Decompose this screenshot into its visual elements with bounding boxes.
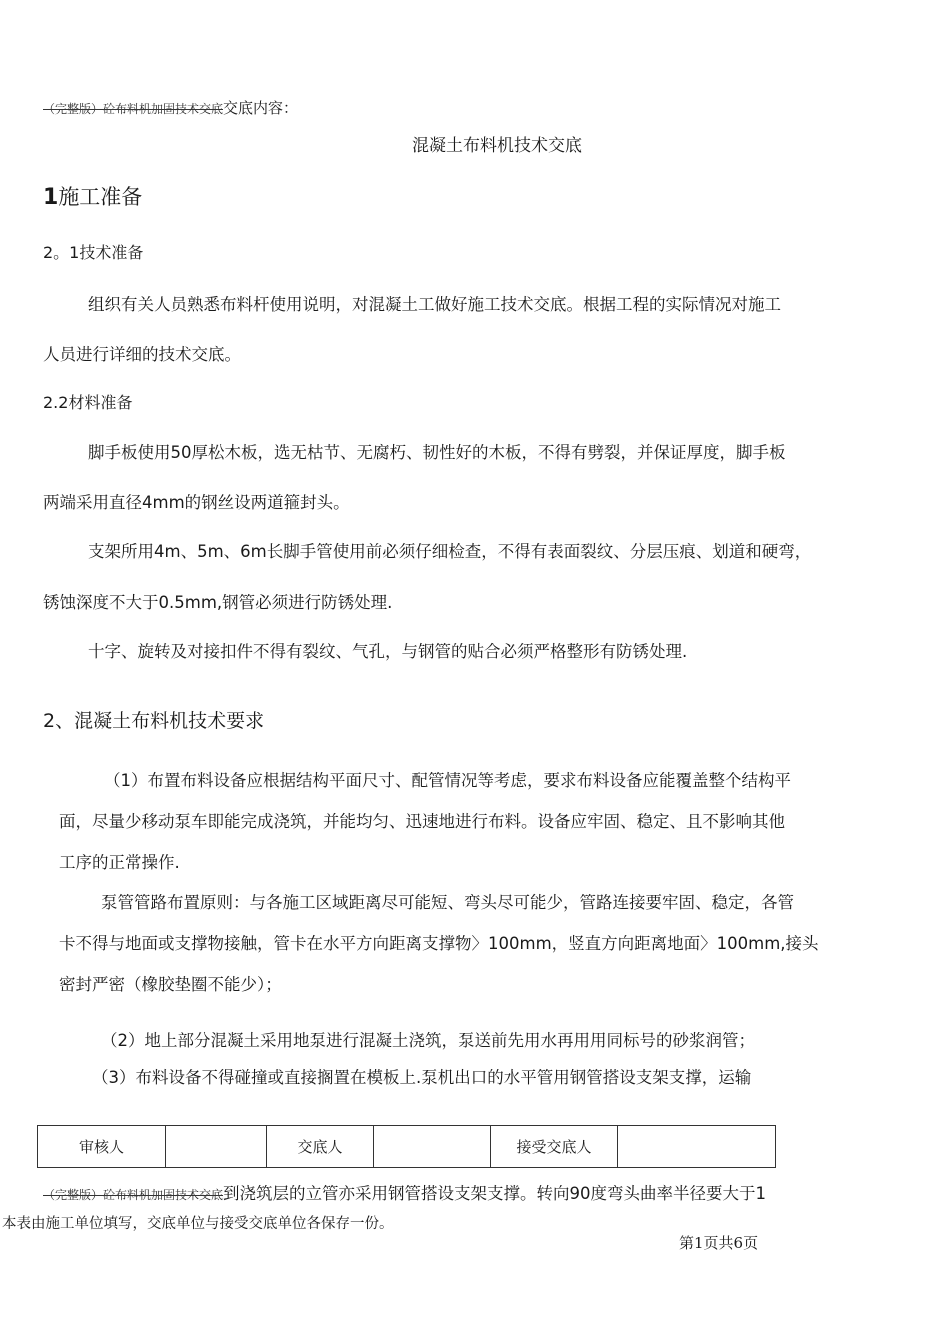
struck-doc-title-footer: （完整版）砼布料机加固技术交底 — [43, 1188, 224, 1202]
page-number: 第1页共6页 — [679, 1234, 759, 1252]
paragraph-line: 锈蚀深度不大于0.5mm,钢管必须进行防锈处理. — [43, 593, 393, 612]
discloser-value[interactable] — [374, 1126, 491, 1168]
header-line — [43, 97, 298, 118]
document-title: 混凝土布料机技术交底 — [412, 136, 582, 156]
reviewer-value[interactable] — [166, 1126, 267, 1168]
section1-title: 施工准备 — [58, 185, 143, 209]
paragraph-line: 密封严密（橡胶垫圈不能少）； — [59, 975, 282, 994]
paragraph-line: 脚手板使用50厚松木板，选无枯节、无腐朽、韧性好的木板，不得有劈裂，并保证厚度，脚手板 — [88, 443, 786, 462]
reviewer-label: 审核人 — [38, 1126, 166, 1168]
paragraph-line: 组织有关人员熟悉布料杆使用说明，对混凝土工做好施工技术交底。根据工程的实际情况对施工 — [88, 295, 781, 314]
continuation-line — [43, 1180, 766, 1204]
paragraph-line: （2）地上部分混凝土采用地泵进行混凝土浇筑，泵送前先用水再用用同标号的砂浆润管； — [101, 1031, 755, 1050]
paragraph-line: 泵管管路布置原则：与各施工区域距离尽可能短、弯头尽可能少，管路连接要牢固、稳定，各管 — [101, 893, 794, 912]
paragraph-line: 十字、旋转及对接扣件不得有裂纹、气孔，与钢管的贴合必须严格整形有防锈处理. — [88, 642, 688, 661]
receiver-label: 接受交底人 — [491, 1126, 618, 1168]
subheading-tech-prep: 2。1技术准备 — [43, 243, 144, 262]
paragraph-line: 支架所用4m、5m、6m长脚手管使用前必须仔细检查，不得有表面裂纹、分层压痕、划道和硬弯， — [88, 542, 812, 561]
paragraph-line: 卡不得与地面或支撑物接触，管卡在水平方向距离支撑物〉100mm，竖直方向距离地面〉100mm,接头 — [59, 934, 819, 953]
paragraph-line: 人员进行详细的技术交底。 — [43, 345, 241, 364]
section2-heading: 2、混凝土布料机技术要求 — [43, 710, 265, 732]
subheading-material-prep: 2.2材料准备 — [43, 393, 133, 412]
continuation-text: 到浇筑层的立管亦采用钢管搭设支架支撑。转向90度弯头曲率半径要大于1 — [223, 1184, 767, 1203]
signature-table — [37, 1125, 776, 1168]
struck-doc-title: （完整版）砼布料机加固技术交底 — [43, 102, 224, 116]
section1-number: 1 — [43, 185, 59, 210]
disclosure-content-label: 交底内容： — [223, 99, 299, 117]
section1-heading — [43, 181, 142, 211]
discloser-label: 交底人 — [267, 1126, 374, 1168]
paragraph-line: 工序的正常操作. — [59, 853, 180, 872]
paragraph-line: （1）布置布料设备应根据结构平面尺寸、配管情况等考虑，要求布料设备应能覆盖整个结构平 — [104, 771, 791, 790]
receiver-value[interactable] — [618, 1126, 776, 1168]
paragraph-line: 面，尽量少移动泵车即能完成浇筑，并能均匀、迅速地进行布料。设备应牢固、稳定、且不影响其他 — [59, 812, 785, 831]
table-row — [38, 1126, 776, 1168]
paragraph-line: （3）布料设备不得碰撞或直接搁置在模板上.泵机出口的水平管用钢管搭设支架支撑，运输 — [92, 1068, 752, 1087]
footer-note: 本表由施工单位填写，交底单位与接受交底单位各保存一份。 — [2, 1216, 394, 1232]
paragraph-line: 两端采用直径4mm的钢丝设两道箍封头。 — [43, 493, 350, 512]
